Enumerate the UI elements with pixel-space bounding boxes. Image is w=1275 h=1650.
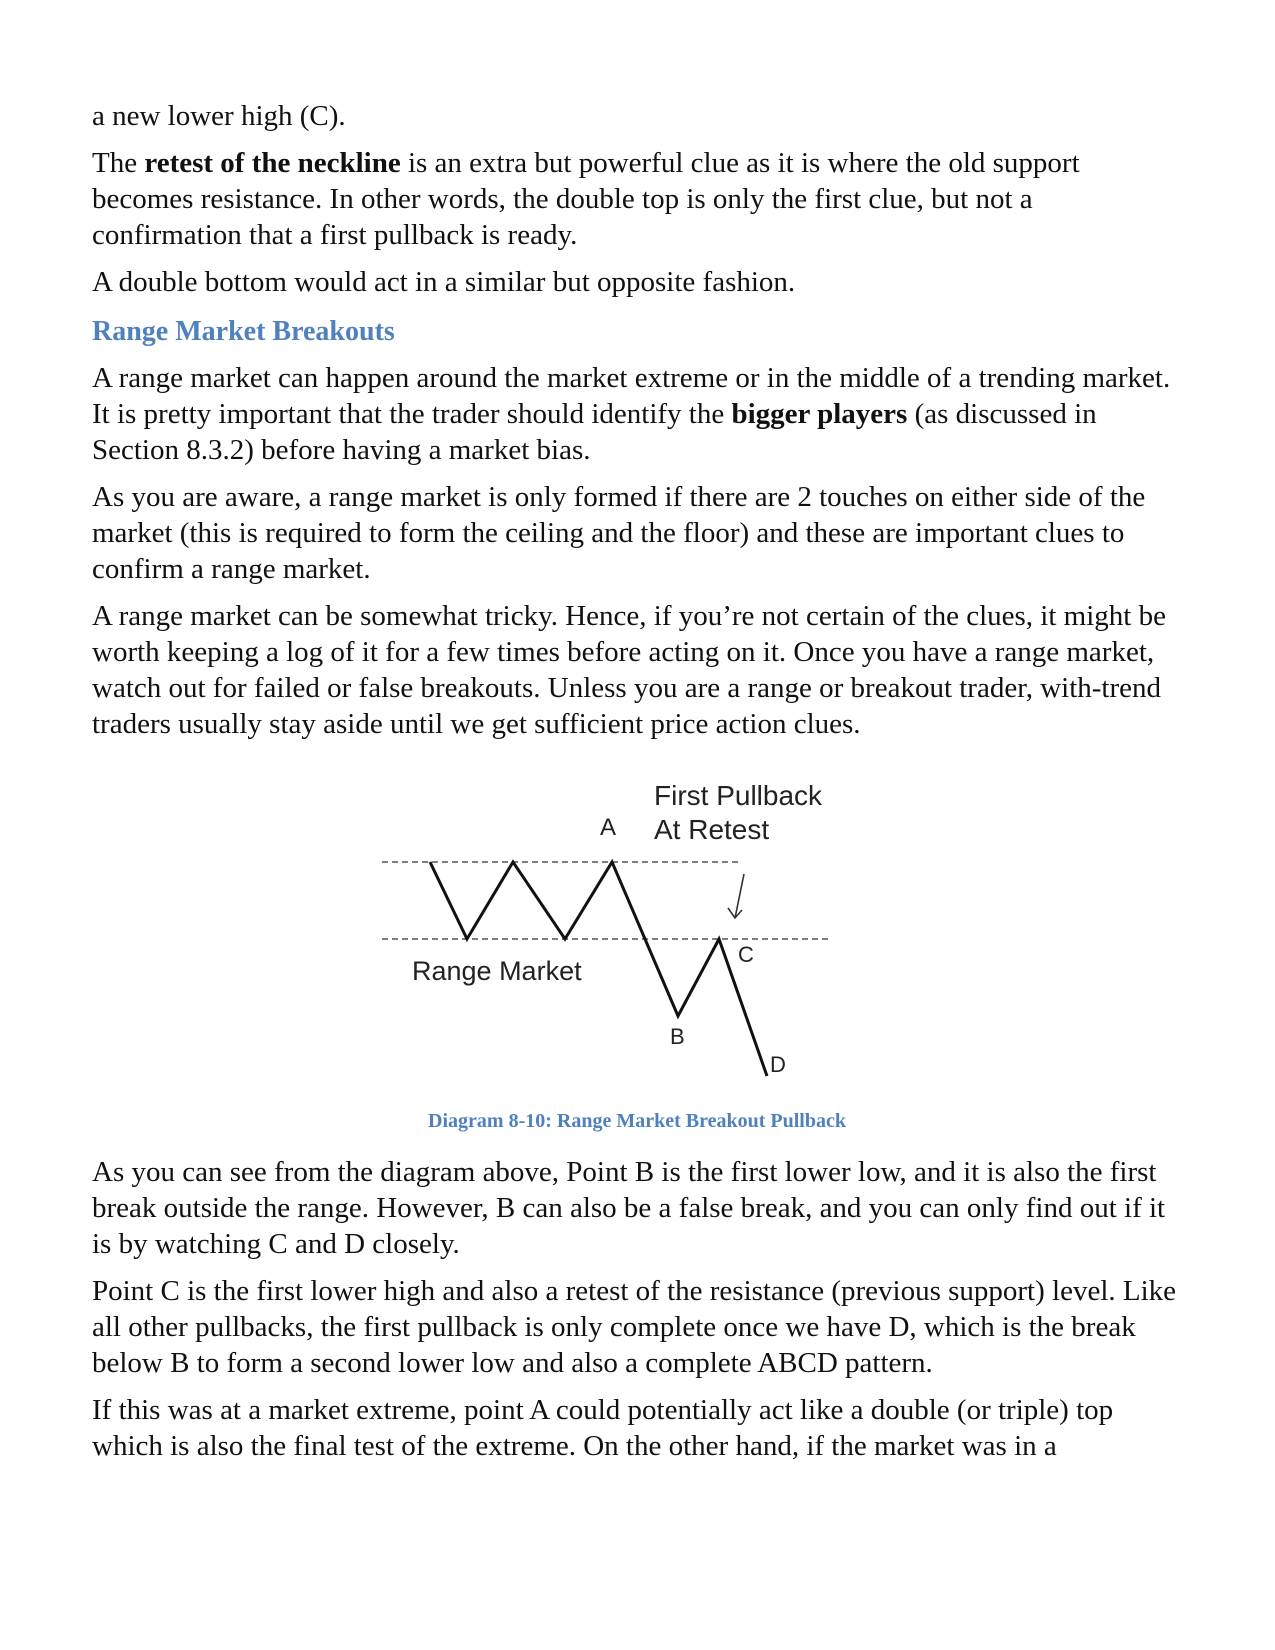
- text-run: A double bottom would act in a similar but opposite fashion.: [92, 266, 796, 298]
- label-first-pullback-line2: At Retest: [654, 814, 770, 845]
- text-run: As you can see from the diagram above, Point B is the first lower low, and it is also the first break outside the range. However, B can also be a false break, and you can only find out if it is by watching C and D closely.: [92, 1156, 1166, 1260]
- after-paragraphs: [92, 1154, 1182, 1464]
- label-point-c: C: [738, 942, 754, 967]
- bold-phrase: bigger players: [731, 398, 908, 430]
- paragraph: [92, 264, 1182, 300]
- section-heading: Range Market Breakouts: [92, 316, 395, 347]
- paragraph: [92, 598, 1182, 742]
- label-point-b: B: [670, 1024, 685, 1049]
- label-point-d: D: [770, 1052, 786, 1077]
- text-run: The: [92, 147, 145, 179]
- section-paragraphs: [92, 360, 1182, 742]
- document-page: [92, 98, 1182, 1475]
- paragraph: [92, 1273, 1182, 1381]
- text-run: (as discussed in Section 8.3.2) before having a market bias.: [92, 398, 1097, 466]
- bold-phrase: retest of the neckline: [144, 147, 401, 179]
- arrow-line: [735, 874, 744, 918]
- paragraph: [92, 145, 1182, 253]
- diagram-drawing: [382, 756, 902, 1108]
- text-run: a new lower high (C).: [92, 100, 346, 132]
- text-run: If this was at a market extreme, point A could potentially act like a double (or triple) top which is also the final test of the extreme. On the other hand, if the market was in a: [92, 1394, 1114, 1462]
- range-market-diagram: [382, 756, 902, 1108]
- label-first-pullback-line1: First Pullback: [654, 780, 823, 811]
- label-point-a: A: [600, 814, 617, 841]
- text-run: is an extra but powerful clue as it is where the old support becomes resistance. In other words, the double top is only the first clue, but not a confirmation that a first pullback is ready.: [92, 147, 1080, 251]
- text-run: As you are aware, a range market is only formed if there are 2 touches on either side of the market (this is required to form the ceiling and the floor) and these are important clues to confirm a range market.: [92, 481, 1146, 585]
- paragraph: [92, 360, 1182, 468]
- text-run: Point C is the first lower high and also a retest of the resistance (previous support) level. Like all other pullbacks, the first pullback is only complete once we have D, which is the break below B to form a second lower low and also a complete ABCD pattern.: [92, 1275, 1177, 1379]
- text-run: A range market can be somewhat tricky. Hence, if you’re not certain of the clues, it might be worth keeping a log of it for a few times before acting on it. Once you have a range market, watch out for failed or false breakouts. Unless you are a range or breakout trader, with-trend traders usually stay aside until we get sufficient price action clues.: [92, 600, 1166, 740]
- paragraph: [92, 1154, 1182, 1262]
- paragraph: [92, 1392, 1182, 1464]
- paragraph: [92, 479, 1182, 587]
- diagram-caption: Diagram 8-10: Range Market Breakout Pullback: [428, 1110, 846, 1132]
- text-run: A range market can happen around the market extreme or in the middle of a trending market. It is pretty important that the trader should identify the: [92, 362, 1171, 430]
- label-range-market: Range Market: [412, 956, 582, 986]
- paragraph: [92, 98, 1182, 134]
- intro-paragraphs: [92, 98, 1182, 300]
